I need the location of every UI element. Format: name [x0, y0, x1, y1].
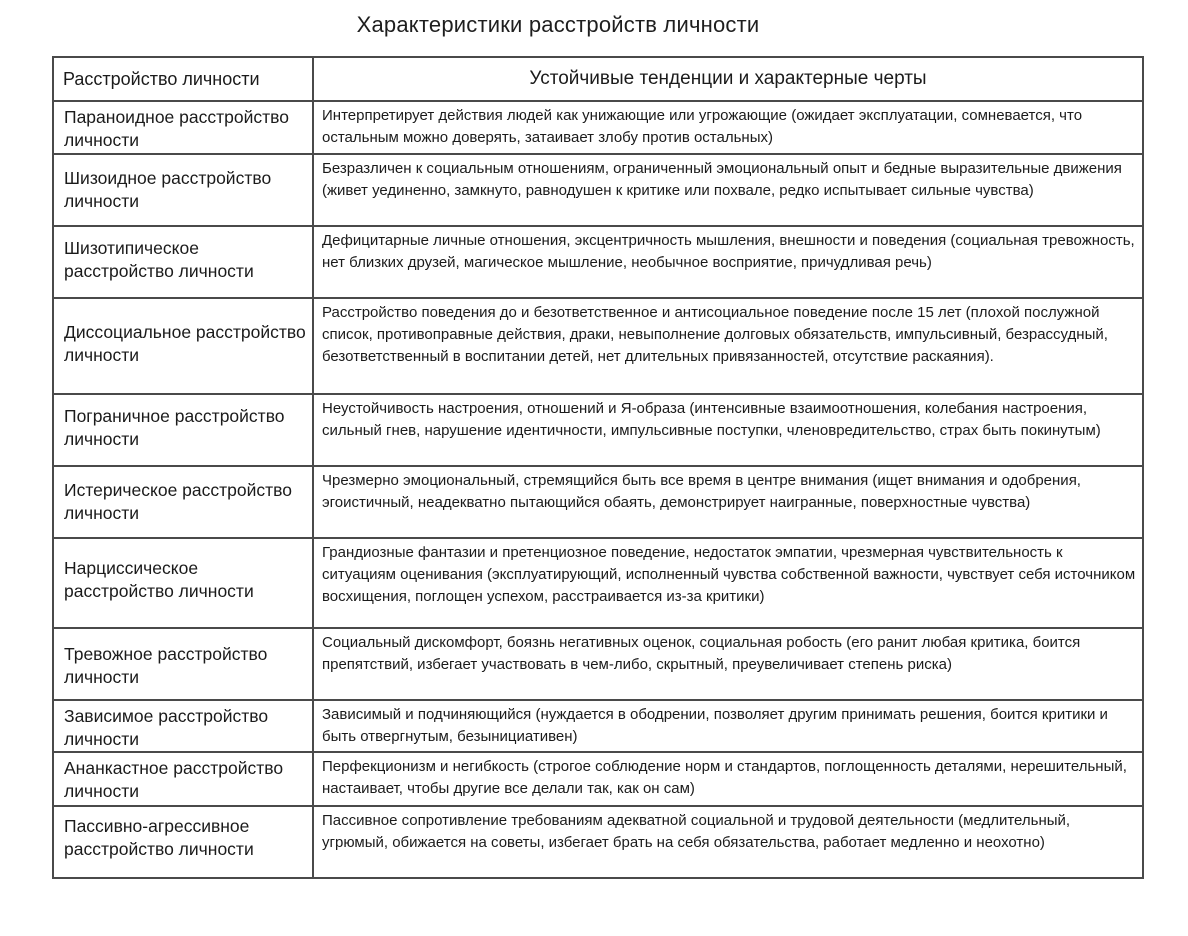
disorder-name-cell: Зависимое расстройство личности [53, 700, 313, 752]
table-row [53, 394, 1143, 466]
disorder-name-cell: Тревожное расстройство личности [53, 628, 313, 700]
disorder-name-cell: Пассивно-агрессивное расстройство личности [53, 806, 313, 878]
disorder-traits-cell: Неустойчивость настроения, отношений и Я-образа (интенсивные взаимоотношения, колебания настроения, сильный гнев, нарушение идентичности, импульсивные поступки, членовредительство, страх быть покинутым) [313, 394, 1143, 466]
table-row [53, 538, 1143, 628]
disorder-traits-cell: Грандиозные фантазии и претенциозное поведение, недостаток эмпатии, чрезмерная чувствительность к ситуациям оценивания (эксплуатирующий, исполненный чувства собственной важности, чувствует себя источником восхищения, поглощен успехом, расстраивается из-за критики) [313, 538, 1143, 628]
disorders-table [52, 56, 1144, 879]
disorder-traits-cell: Пассивное сопротивление требованиям адекватной социальной и трудовой деятельности (медлительный, угрюмый, обижается на советы, избегает брать на себя обязательства, работает медленно и неохотно) [313, 806, 1143, 878]
disorder-traits-cell: Интерпретирует действия людей как унижающие или угрожающие (ожидает эксплуатации, сомневается, что остальным можно доверять, затаивает злобу против остальных) [313, 101, 1143, 154]
disorder-name-cell: Параноидное расстройство личности [53, 101, 313, 154]
column-header-traits: Устойчивые тенденции и характерные черты [313, 57, 1143, 101]
table-row [53, 628, 1143, 700]
disorder-traits-cell: Социальный дискомфорт, боязнь негативных оценок, социальная робость (его ранит любая критика, боится препятствий, избегает участвовать в чем-либо, скрытный, преувеличивает степень риска) [313, 628, 1143, 700]
disorder-traits-cell: Расстройство поведения до и безответственное и антисоциальное поведение после 15 лет (плохой послужной список, противоправные действия, драки, невыполнение долговых обязательств, импульсивный, безрассудный, безответственный в воспитании детей, нет длительных привязанностей, отсутствие раскаяния). [313, 298, 1143, 394]
table-row [53, 806, 1143, 878]
disorder-traits-cell: Безразличен к социальным отношениям, ограниченный эмоциональный опыт и бедные выразительные движения (живет уединенно, замкнуто, равнодушен к критике или похвале, редко испытывает сильные чувства) [313, 154, 1143, 226]
disorder-name-cell: Пограничное расстройство личности [53, 394, 313, 466]
disorder-traits-cell: Дефицитарные личные отношения, эксцентричность мышления, внешности и поведения (социальная тревожность, нет близких друзей, магическое мышление, необычное восприятие, причудливая речь) [313, 226, 1143, 298]
disorder-name-cell: Диссоциальное расстройство личности [53, 298, 313, 394]
disorder-name-cell: Ананкастное расстройство личности [53, 752, 313, 806]
disorder-traits-cell: Зависимый и подчиняющийся (нуждается в ободрении, позволяет другим принимать решения, боится критики и быть отвергнутым, безынициативен) [313, 700, 1143, 752]
table-row [53, 466, 1143, 538]
column-header-disorder: Расстройство личности [53, 57, 313, 101]
table-row [53, 700, 1143, 752]
disorder-name-cell: Шизотипическое расстройство личности [53, 226, 313, 298]
disorder-traits-cell: Перфекционизм и негибкость (строгое соблюдение норм и стандартов, поглощенность деталями, нерешительный, настаивает, чтобы другие все делали так, как он сам) [313, 752, 1143, 806]
table-header-row [53, 57, 1143, 101]
table-row [53, 101, 1143, 154]
disorder-name-cell: Шизоидное расстройство личности [53, 154, 313, 226]
disorder-traits-cell: Чрезмерно эмоциональный, стремящийся быть все время в центре внимания (ищет внимания и одобрения, эгоистичный, неадекватно пытающийся обаять, демонстрирует наигранные, поверхностные чувства) [313, 466, 1143, 538]
table-row [53, 154, 1143, 226]
table-row [53, 752, 1143, 806]
disorder-name-cell: Истерическое расстройство личности [53, 466, 313, 538]
page-title: Характеристики расстройств личности [356, 12, 760, 37]
table-row [53, 226, 1143, 298]
disorder-name-cell: Нарциссическое расстройство личности [53, 538, 313, 628]
table-row [53, 298, 1143, 394]
